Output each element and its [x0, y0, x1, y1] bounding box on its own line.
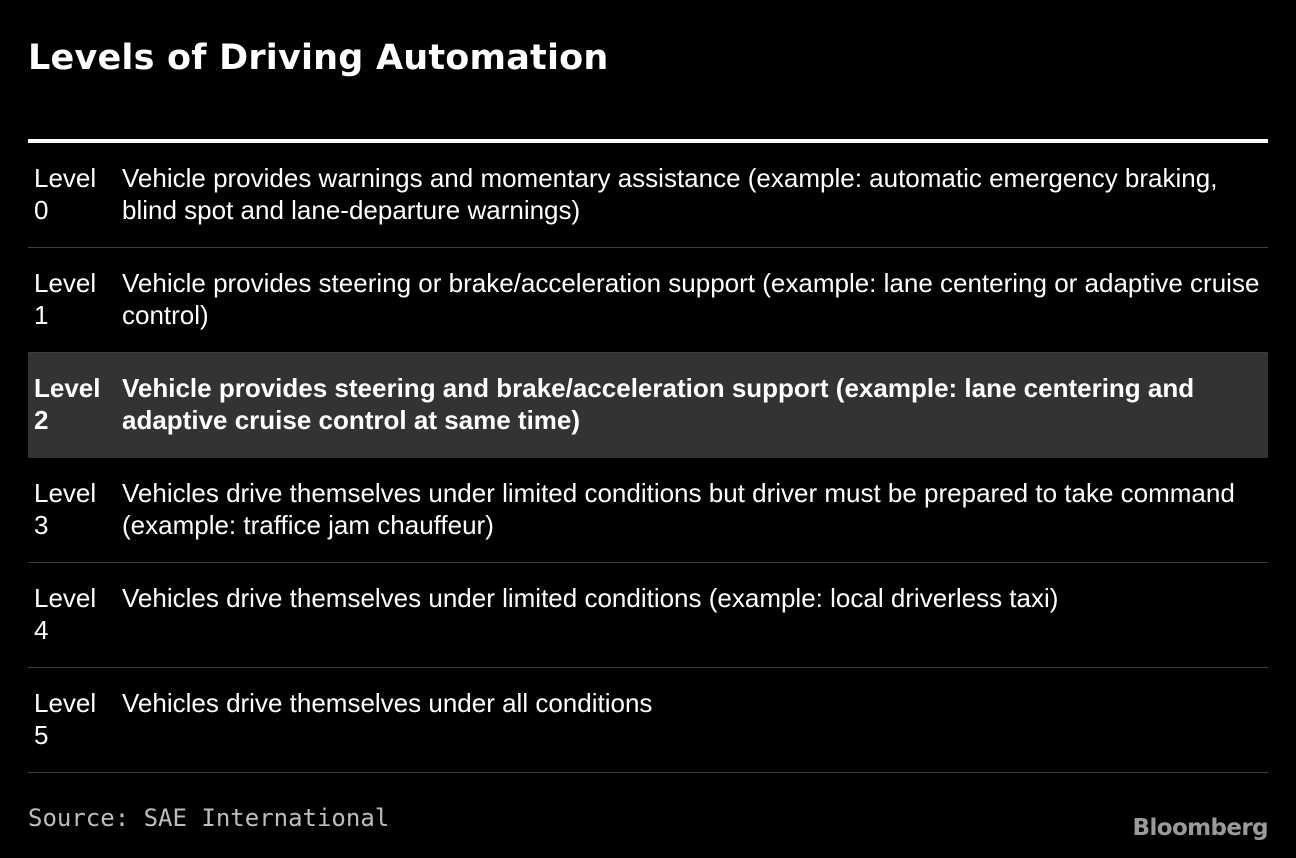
table-row [28, 353, 1268, 458]
level-cell: Level 0 [34, 163, 97, 225]
table-row [28, 668, 1268, 773]
description-cell: Vehicle provides warnings and momentary assistance (example: automatic emergency braking, blind spot and lane-departure warnings) [122, 163, 1218, 225]
description-cell: Vehicle provides steering or brake/acceleration support (example: lane centering or adaptive cruise control) [122, 268, 1260, 330]
level-cell: Level 3 [34, 478, 97, 540]
level-cell: Level 1 [34, 268, 97, 330]
bloomberg-logo: Bloomberg [1132, 815, 1268, 841]
table-row [28, 458, 1268, 563]
level-cell: Level 4 [34, 583, 97, 645]
description-cell: Vehicles drive themselves under all conditions [122, 688, 653, 718]
level-cell: Level 2 [34, 373, 101, 435]
table-row [28, 143, 1268, 248]
level-cell: Level 5 [34, 688, 97, 750]
automation-levels-table [28, 143, 1268, 773]
table-row [28, 248, 1268, 353]
source-note: Source: SAE International [28, 804, 390, 832]
description-cell: Vehicle provides steering and brake/acceleration support (example: lane centering and adaptive cruise control at same time) [122, 373, 1195, 435]
table-row [28, 563, 1268, 668]
chart-title: Levels of Driving Automation [28, 38, 609, 78]
description-cell: Vehicles drive themselves under limited conditions (example: local driverless taxi) [122, 583, 1059, 613]
description-cell: Vehicles drive themselves under limited conditions but driver must be prepared to take command (example: traffice jam chauffeur) [122, 478, 1235, 540]
